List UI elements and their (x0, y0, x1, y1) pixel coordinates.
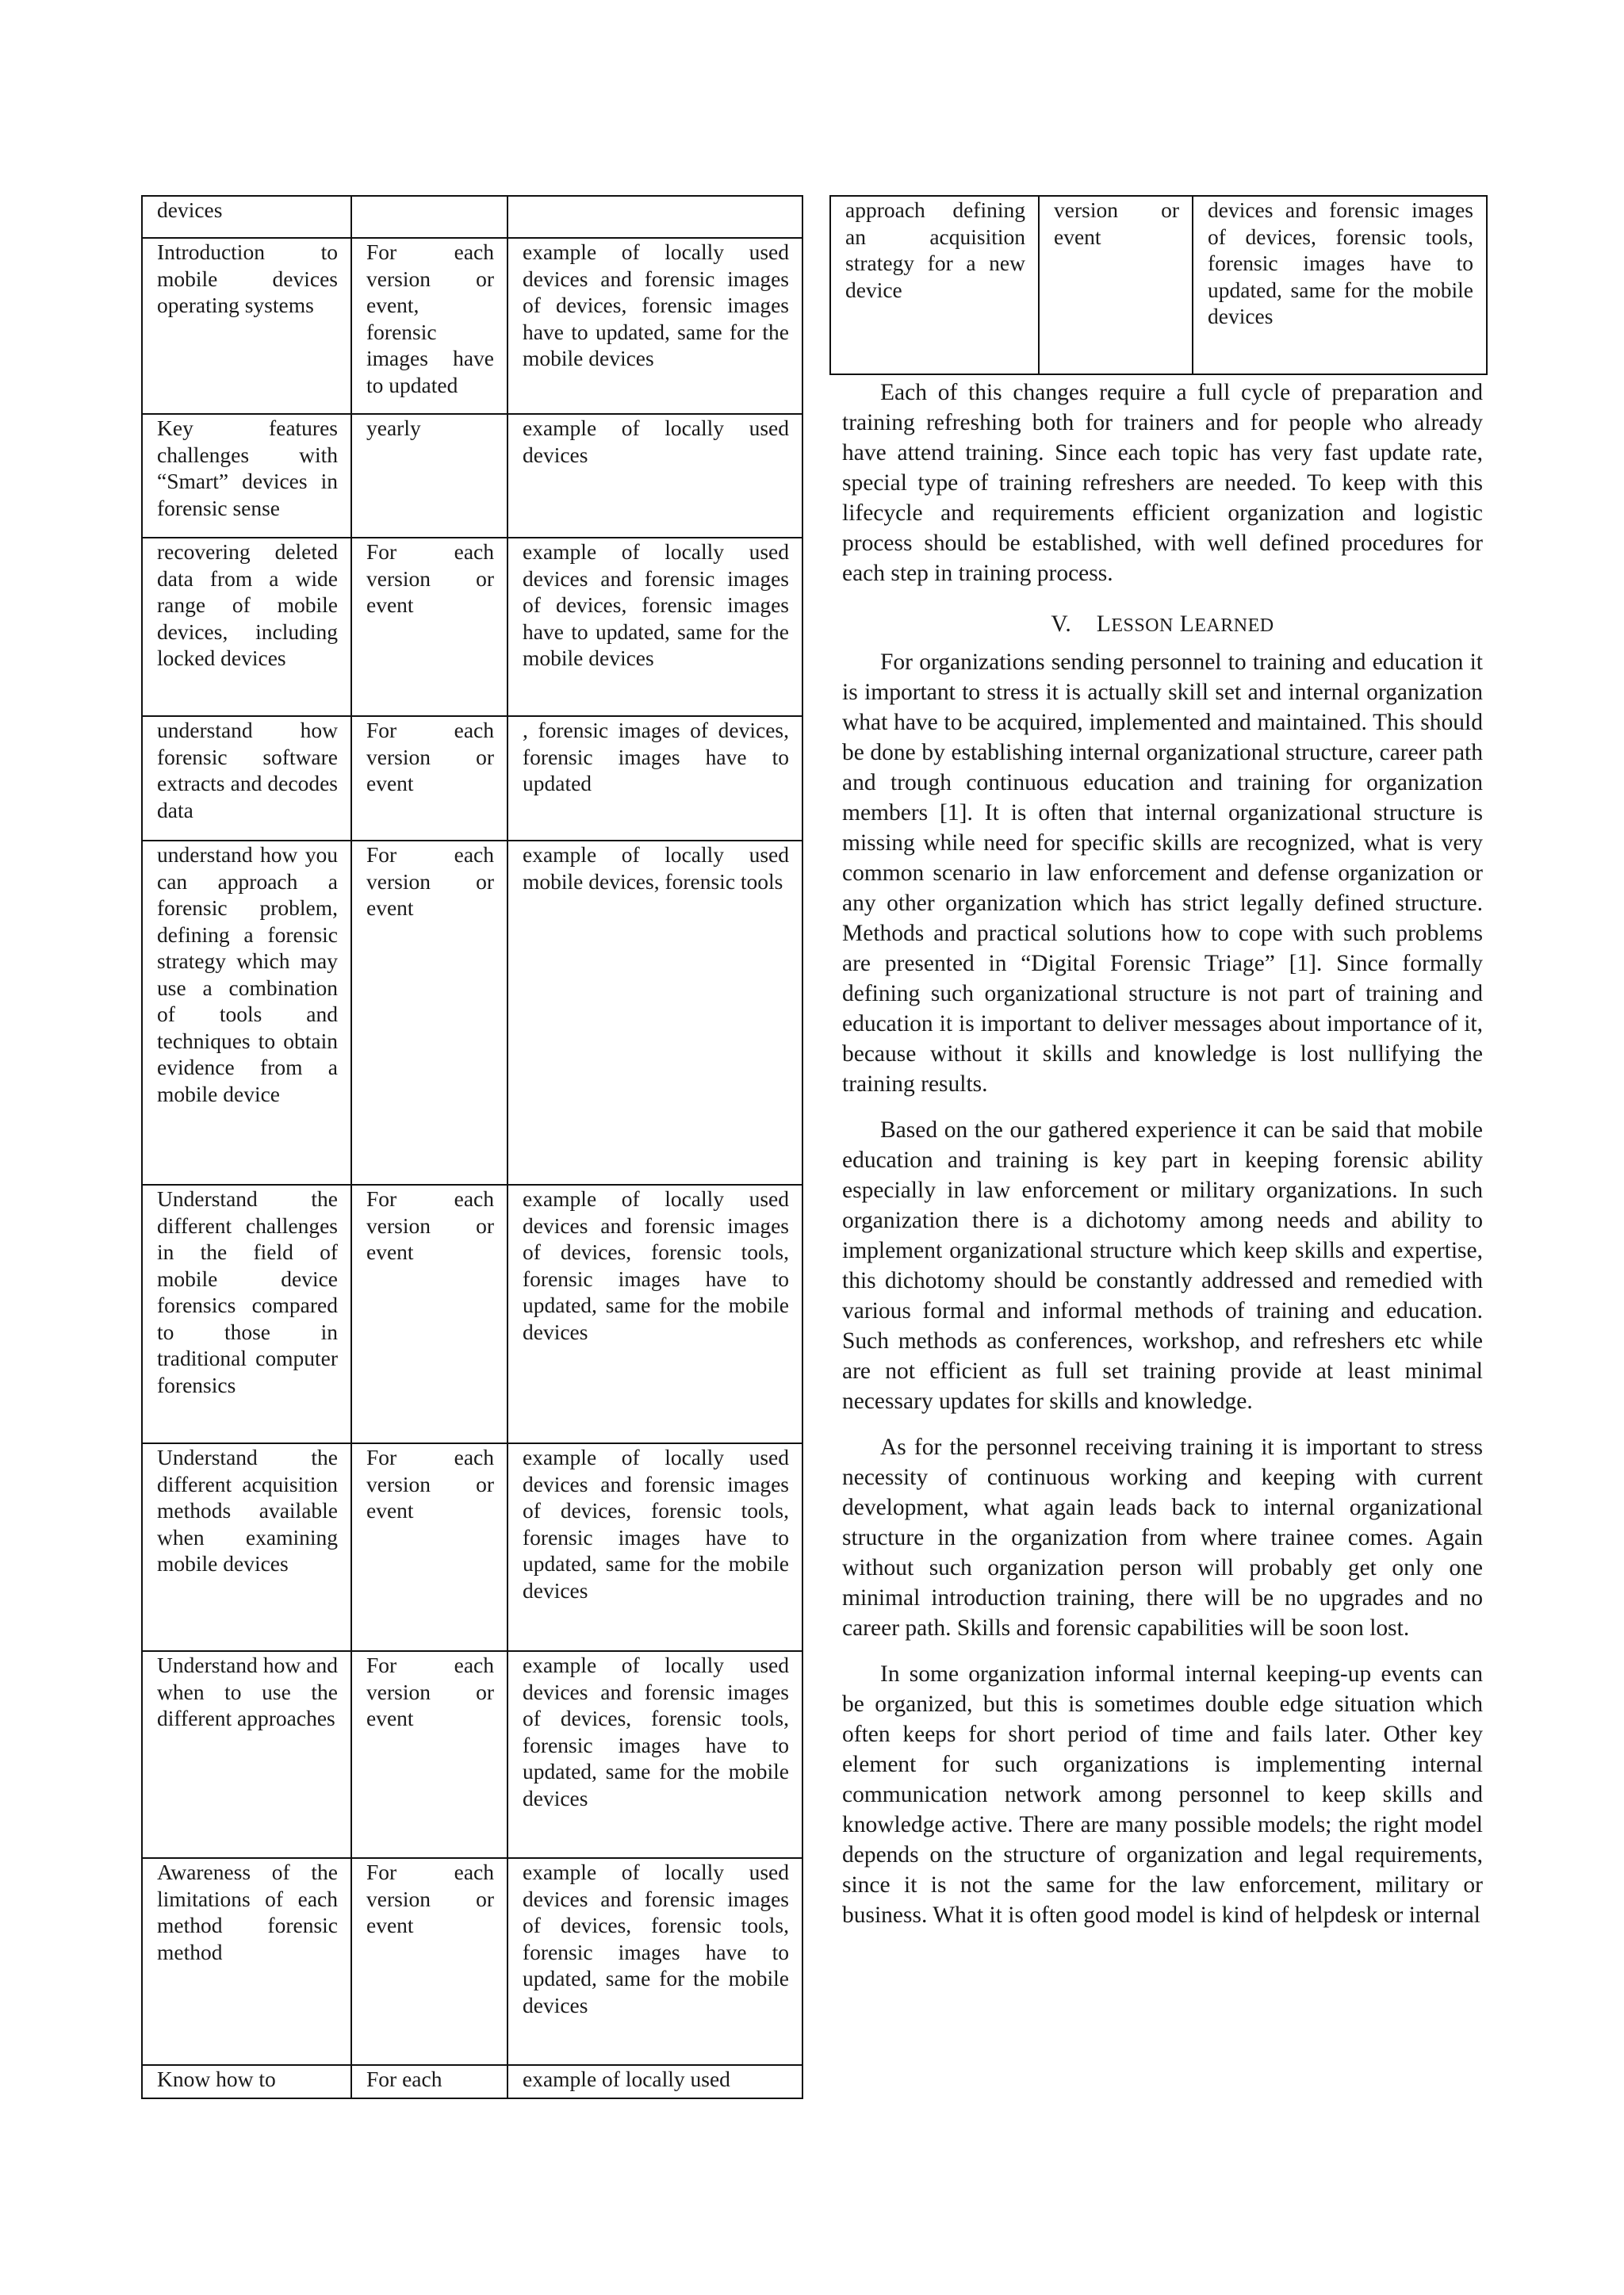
paragraph-personnel: As for the personnel receiving training it is important to stress necessity of continuous working and keeping with current development, what again leads back to internal organizational structure in the organization from where trainee comes. Again without such organization person will probably get only one minimal introduction training, there will be no upgrades and no career path. Skills and forensic capabilities will be soon lost. (842, 1435, 1483, 1641)
frequency-cell: For each version or event (351, 1651, 508, 1858)
resources-cell: example of locally used devices and forensic images of devices, forensic tools, forensic images have to updated, same for the mobile devices (508, 1651, 802, 1858)
table-row (142, 2065, 802, 2098)
resources-cell: devices and forensic images of devices, forensic tools, forensic images have to updated, same for the mobile devices (1193, 196, 1487, 374)
topic-cell: Introduction to mobile devices operating systems (142, 238, 351, 414)
table-row (142, 1858, 802, 2065)
section-title-part: EARNED (1194, 615, 1274, 636)
resources-cell: example of locally used (508, 2065, 802, 2098)
paragraph-experience: Based on the our gathered experience it can be said that mobile education and training is key part in keeping forensic ability especially in law enforcement or military organizations. In such organization there is a dichotomy among needs and ability to implement organizational structure which keep skills and expertise, this dichotomy should be constantly addressed and remedied with various formal and informal methods of training and education. Such methods as conferences, workshop, and refreshers etc while are not efficient as full set training provide at least minimal necessary updates for skills and knowledge. (842, 1117, 1483, 1414)
body-text-column (842, 377, 1483, 1930)
frequency-cell: yearly (351, 414, 508, 538)
frequency-cell: For each version or event (351, 538, 508, 716)
resources-cell: example of locally used devices and forensic images of devices, forensic tools, forensic images have to updated, same for the mobile devices (508, 1858, 802, 2065)
section-title-initial: L (1179, 611, 1195, 637)
table-row (142, 196, 802, 238)
topic-cell: Understand how and when to use the different approaches (142, 1651, 351, 1858)
table-row (142, 414, 802, 538)
training-topics-table (141, 195, 803, 2099)
section-title-initial: L (1096, 611, 1112, 637)
table-row (142, 538, 802, 716)
training-topics-table-continued (829, 195, 1488, 375)
section-title-part: ESSON (1111, 615, 1174, 636)
resources-cell (508, 196, 802, 238)
resources-cell: , forensic images of devices, forensic images have to updated (508, 716, 802, 841)
frequency-cell: For each version or event (351, 1858, 508, 2065)
table-row (142, 238, 802, 414)
paragraph-informal-events: In some organization informal internal keeping-up events can be organized, but this is sometimes double edge situation which often keeps for short period of time and fails later. Other key element for such organizations is implementing internal communication network among personnel to keep skills and knowledge active. There are many possible models; the right model depends on the structure of organization and legal requirements, since it is not the same for the law enforcement, military or business. What it is often good model is kind of helpdesk or internal (842, 1661, 1483, 1928)
topic-cell: Awareness of the limitations of each method forensic method (142, 1858, 351, 2065)
paragraph-organizations: For organizations sending personnel to training and education it is important to stress it is actually skill set and internal organization what have to be acquired, implemented and maintained. This should be done by establishing internal organizational structure, career path and trough continuous education and training for organization members [1]. It is often that internal organizational structure is missing while need for specific skills are recognized, what is very common scenario in law enforcement and defense organization or any other organization which has strict legally defined structure. Methods and practical solutions how to cope with such problems are presented in “Digital Forensic Triage” [1]. Since formally defining such organizational structure is not part of training and education it is important to deliver messages about importance of it, because without it skills and knowledge is lost nullifying the training results. (842, 649, 1483, 1097)
table-row (142, 1443, 802, 1651)
topic-cell: understand how you can approach a forensic problem, defining a forensic strategy which may use a combination of tools and techniques to obtain evidence from a mobile device (142, 841, 351, 1185)
paragraph-training-lifecycle: Each of this changes require a full cycle of preparation and training refreshing both for trainers and for people who already have attend training. Since each topic has very fast update rate, special type of training refreshers are needed. To keep with this lifecycle and requirements efficient organization and logistic process should be established, with well defined procedures for each step in training process. (842, 380, 1483, 586)
frequency-cell: For each version or event (351, 1443, 508, 1651)
resources-cell: example of locally used devices and forensic images of devices, forensic tools, forensic images have to updated, same for the mobile devices (508, 1185, 802, 1443)
resources-cell: example of locally used devices and forensic images of devices, forensic tools, forensic images have to updated, same for the mobile devices (508, 1443, 802, 1651)
topic-cell: Key features challenges with “Smart” devices in forensic sense (142, 414, 351, 538)
section-heading (842, 609, 1483, 641)
resources-cell: example of locally used devices (508, 414, 802, 538)
resources-cell: example of locally used devices and forensic images of devices, forensic images have to updated, same for the mobile devices (508, 238, 802, 414)
topic-cell: Understand the different acquisition methods available when examining mobile devices (142, 1443, 351, 1651)
resources-cell: example of locally used mobile devices, forensic tools (508, 841, 802, 1185)
topic-cell: recovering deleted data from a wide range of mobile devices, including locked devices (142, 538, 351, 716)
table-row (142, 1185, 802, 1443)
frequency-cell: For each version or event, forensic images have to updated (351, 238, 508, 414)
topic-cell: devices (142, 196, 351, 238)
resources-cell: example of locally used devices and forensic images of devices, forensic images have to updated, same for the mobile devices (508, 538, 802, 716)
frequency-cell: version or event (1039, 196, 1193, 374)
topic-cell: Understand the different challenges in the field of mobile device forensics compared to those in traditional computer forensics (142, 1185, 351, 1443)
topic-cell: understand how forensic software extracts and decodes data (142, 716, 351, 841)
frequency-cell (351, 196, 508, 238)
frequency-cell: For each version or event (351, 841, 508, 1185)
table-row (142, 716, 802, 841)
table-row (142, 1651, 802, 1858)
topic-cell: Know how to (142, 2065, 351, 2098)
frequency-cell: For each version or event (351, 716, 508, 841)
frequency-cell: For each (351, 2065, 508, 2098)
table-row (142, 841, 802, 1185)
topic-cell: approach defining an acquisition strategy for a new device (830, 196, 1039, 374)
table-row (830, 196, 1487, 374)
frequency-cell: For each version or event (351, 1185, 508, 1443)
section-number: V. (1051, 611, 1072, 637)
